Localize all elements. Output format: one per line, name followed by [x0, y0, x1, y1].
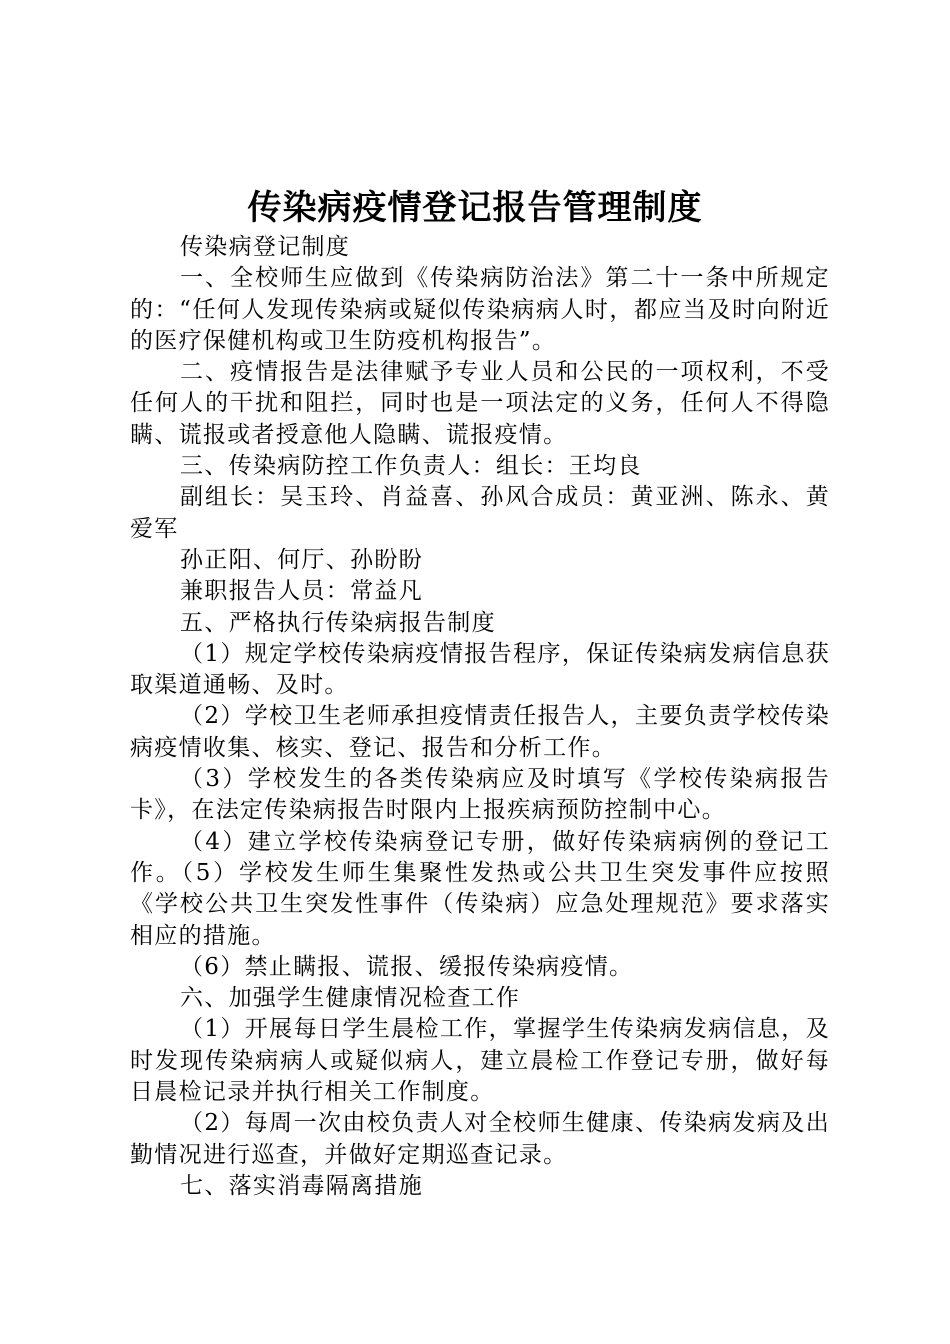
paragraph-5-1: （1）规定学校传染病疫情报告程序，保证传染病发病信息获取渠道通畅、及时。: [130, 640, 830, 699]
paragraph-registration-heading: 传染病登记制度: [180, 234, 351, 260]
paragraph-5-3: （3）学校发生的各类传染病应及时填写《学校传染病报告卡》，在法定传染病报告时限内上报疾病预防控制中心。: [130, 766, 830, 824]
paragraph-item-2: 二、疫情报告是法律赋予专业人员和公民的一项权利，不受任何人的干扰和阻拦，同时也是一项法定的义务，任何人不得隐瞒、谎报或者授意他人隐瞒、谎报疫情。: [130, 359, 830, 448]
paragraph-section-5: 五、严格执行传染病报告制度: [180, 609, 496, 636]
paragraph-reporter: 兼职报告人员：常益凡: [180, 578, 423, 605]
paragraph-members: 孙正阳、何厅、孙盼盼: [180, 546, 423, 573]
paragraph-section-7: 七、落实消毒隔离措施: [180, 1172, 423, 1199]
paragraph-5-6: （6）禁止瞒报、谎报、缓报传染病疫情。: [180, 953, 634, 980]
paragraph-deputy-leaders: 副组长：吴玉玲、肖益喜、孙风合成员：黄亚洲、陈永、黄爱军: [130, 484, 830, 542]
paragraph-item-1: 一、全校师生应做到《传染病防治法》第二十一条中所规定的：“任何人发现传染病或疑似传染病病人时，都应当及时向附近的医疗保健机构或卫生防疫机构报告”。: [130, 265, 830, 354]
paragraph-item-3: 三、传染病防控工作负责人：组长：王均良: [180, 453, 642, 480]
paragraph-5-4-5: （4）建立学校传染病登记专册，做好传染病病例的登记工作。（5）学校发生师生集聚性发热或公共卫生突发事件应按照《学校公共卫生突发性事件（传染病）应急处理规范》要求落实相应的措施。: [130, 828, 830, 949]
document-body: [130, 232, 830, 1202]
paragraph-5-2: （2）学校卫生老师承担疫情责任报告人，主要负责学校传染病疫情收集、核实、登记、报告和分析工作。: [130, 703, 830, 761]
paragraph-section-6: 六、加强学生健康情况检查工作: [180, 985, 521, 1012]
paragraph-6-1: （1）开展每日学生晨检工作，掌握学生传染病发病信息，及时发现传染病病人或疑似病人，建立晨检工作登记专册，做好每日晨检记录并执行相关工作制度。: [130, 1016, 830, 1106]
document-title: 传染病疫情登记报告管理制度: [247, 188, 703, 228]
paragraph-6-2: （2）每周一次由校负责人对全校师生健康、传染病发病及出勤情况进行巡查，并做好定期巡查记录。: [130, 1110, 830, 1168]
